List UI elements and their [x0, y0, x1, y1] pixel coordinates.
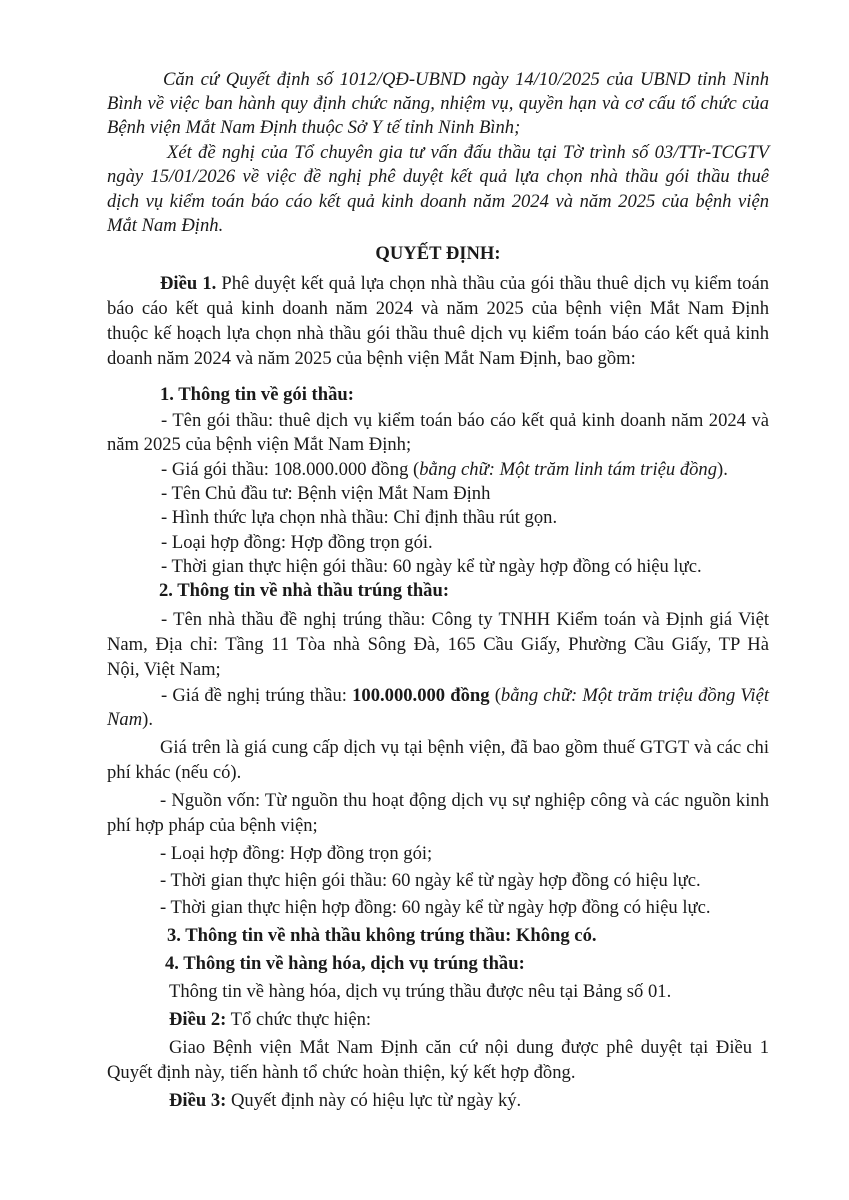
winner-line-3: Nội, Việt Nam;: [107, 659, 221, 680]
article1-line-2: báo cáo kết quả kinh doanh năm 2024 và năm 2025 của bệnh viện Mắt Nam Định: [107, 298, 769, 319]
article1-line-3: thuộc kế hoạch lựa chọn nhà thầu gói thầu thuê dịch vụ kiểm toán báo cáo kết quả kinh: [107, 323, 769, 344]
price-note-line-1: Giá trên là giá cung cấp dịch vụ tại bệnh viện, đã bao gồm thuế GTGT và các chi: [160, 737, 769, 758]
winner-package-duration: - Thời gian thực hiện gói thầu: 60 ngày kể từ ngày hợp đồng có hiệu lực.: [160, 870, 701, 891]
article2-heading: Điều 2: Tổ chức thực hiện:: [169, 1009, 372, 1030]
funding-line-2: phí hợp pháp của bệnh viện;: [107, 815, 318, 836]
section4-heading: 4. Thông tin về hàng hóa, dịch vụ trúng thầu:: [165, 953, 525, 974]
consideration-line-3: dịch vụ kiểm toán báo cáo kết quả kinh doanh năm 2024 và năm 2025 của bệnh viện: [107, 191, 769, 212]
contract-type: - Loại hợp đồng: Hợp đồng trọn gói.: [161, 532, 433, 553]
basis-line-1: Căn cứ Quyết định số 1012/QĐ-UBND ngày 14/10/2025 của UBND tỉnh Ninh: [163, 69, 769, 90]
section1-heading: 1. Thông tin về gói thầu:: [160, 384, 354, 405]
winner-line-1: - Tên nhà thầu đề nghị trúng thầu: Công ty TNHH Kiểm toán và Định giá Việt: [161, 609, 769, 630]
consideration-line-2: ngày 15/01/2026 về việc đề nghị phê duyệt kết quả lựa chọn nhà thầu gói thầu thuê: [107, 166, 769, 187]
bid-amount: 100.000.000 đồng: [352, 685, 490, 706]
price-note-line-2: phí khác (nếu có).: [107, 762, 242, 783]
decision-heading: QUYẾT ĐỊNH:: [375, 243, 501, 264]
article2-line-1: Giao Bệnh viện Mắt Nam Định căn cứ nội dung được phê duyệt tại Điều 1: [169, 1037, 769, 1058]
article1-line-4: doanh năm 2024 và năm 2025 của bệnh viện Mắt Nam Định, bao gồm:: [107, 348, 636, 369]
investor-name: - Tên Chủ đầu tư: Bệnh viện Mắt Nam Định: [161, 483, 491, 504]
section4-text: Thông tin về hàng hóa, dịch vụ trúng thầu được nêu tại Bảng số 01.: [169, 981, 672, 1002]
section2-heading: 2. Thông tin về nhà thầu trúng thầu:: [159, 580, 450, 601]
winner-line-2: Nam, Địa chỉ: Tầng 11 Tòa nhà Sông Đà, 165 Cầu Giấy, Phường Cầu Giấy, TP Hà: [107, 634, 769, 655]
selection-form: - Hình thức lựa chọn nhà thầu: Chỉ định thầu rút gọn.: [161, 507, 558, 528]
bid-price-line-2: Nam).: [107, 709, 153, 730]
basis-line-2: Bình về việc ban hành quy định chức năng, nhiệm vụ, quyền hạn và cơ cấu tổ chức của: [107, 93, 769, 114]
basis-line-3: Bệnh viện Mắt Nam Định thuộc Sở Y tế tỉnh Ninh Bình;: [107, 117, 521, 138]
winner-contract-type: - Loại hợp đồng: Hợp đồng trọn gói;: [160, 843, 433, 864]
article1-line-1: Điều 1. Phê duyệt kết quả lựa chọn nhà thầu của gói thầu thuê dịch vụ kiểm toán: [160, 273, 769, 294]
package-name-line-2: năm 2025 của bệnh viện Mắt Nam Định;: [107, 434, 412, 455]
funding-line-1: - Nguồn vốn: Từ nguồn thu hoạt động dịch vụ sự nghiệp công và các nguồn kinh: [160, 790, 769, 811]
article3-label: Điều 3:: [169, 1090, 227, 1111]
consideration-line-1: Xét đề nghị của Tổ chuyên gia tư vấn đấu thầu tại Tờ trình số 03/TTr-TCGTV: [167, 142, 769, 163]
article1-label: Điều 1.: [160, 273, 217, 294]
bid-price-line-1: - Giá đề nghị trúng thầu: 100.000.000 đồng (bằng chữ: Một trăm triệu đồng Việt: [161, 685, 769, 706]
article2-line-2: Quyết định này, tiến hành tổ chức hoàn thiện, ký kết hợp đồng.: [107, 1062, 576, 1083]
winner-contract-duration: - Thời gian thực hiện hợp đồng: 60 ngày kể từ ngày hợp đồng có hiệu lực.: [160, 897, 711, 918]
article3: Điều 3: Quyết định này có hiệu lực từ ngày ký.: [169, 1090, 522, 1111]
consideration-line-4: Mắt Nam Định.: [107, 215, 224, 236]
package-name-line-1: - Tên gói thầu: thuê dịch vụ kiểm toán báo cáo kết quả kinh doanh năm 2024 và: [161, 410, 769, 431]
article2-label: Điều 2:: [169, 1009, 227, 1030]
package-duration: - Thời gian thực hiện gói thầu: 60 ngày kể từ ngày hợp đồng có hiệu lực.: [161, 556, 702, 577]
package-price: - Giá gói thầu: 108.000.000 đồng (bằng chữ: Một trăm linh tám triệu đồng).: [161, 459, 728, 480]
section3-heading: 3. Thông tin về nhà thầu không trúng thầu: Không có.: [167, 925, 597, 946]
